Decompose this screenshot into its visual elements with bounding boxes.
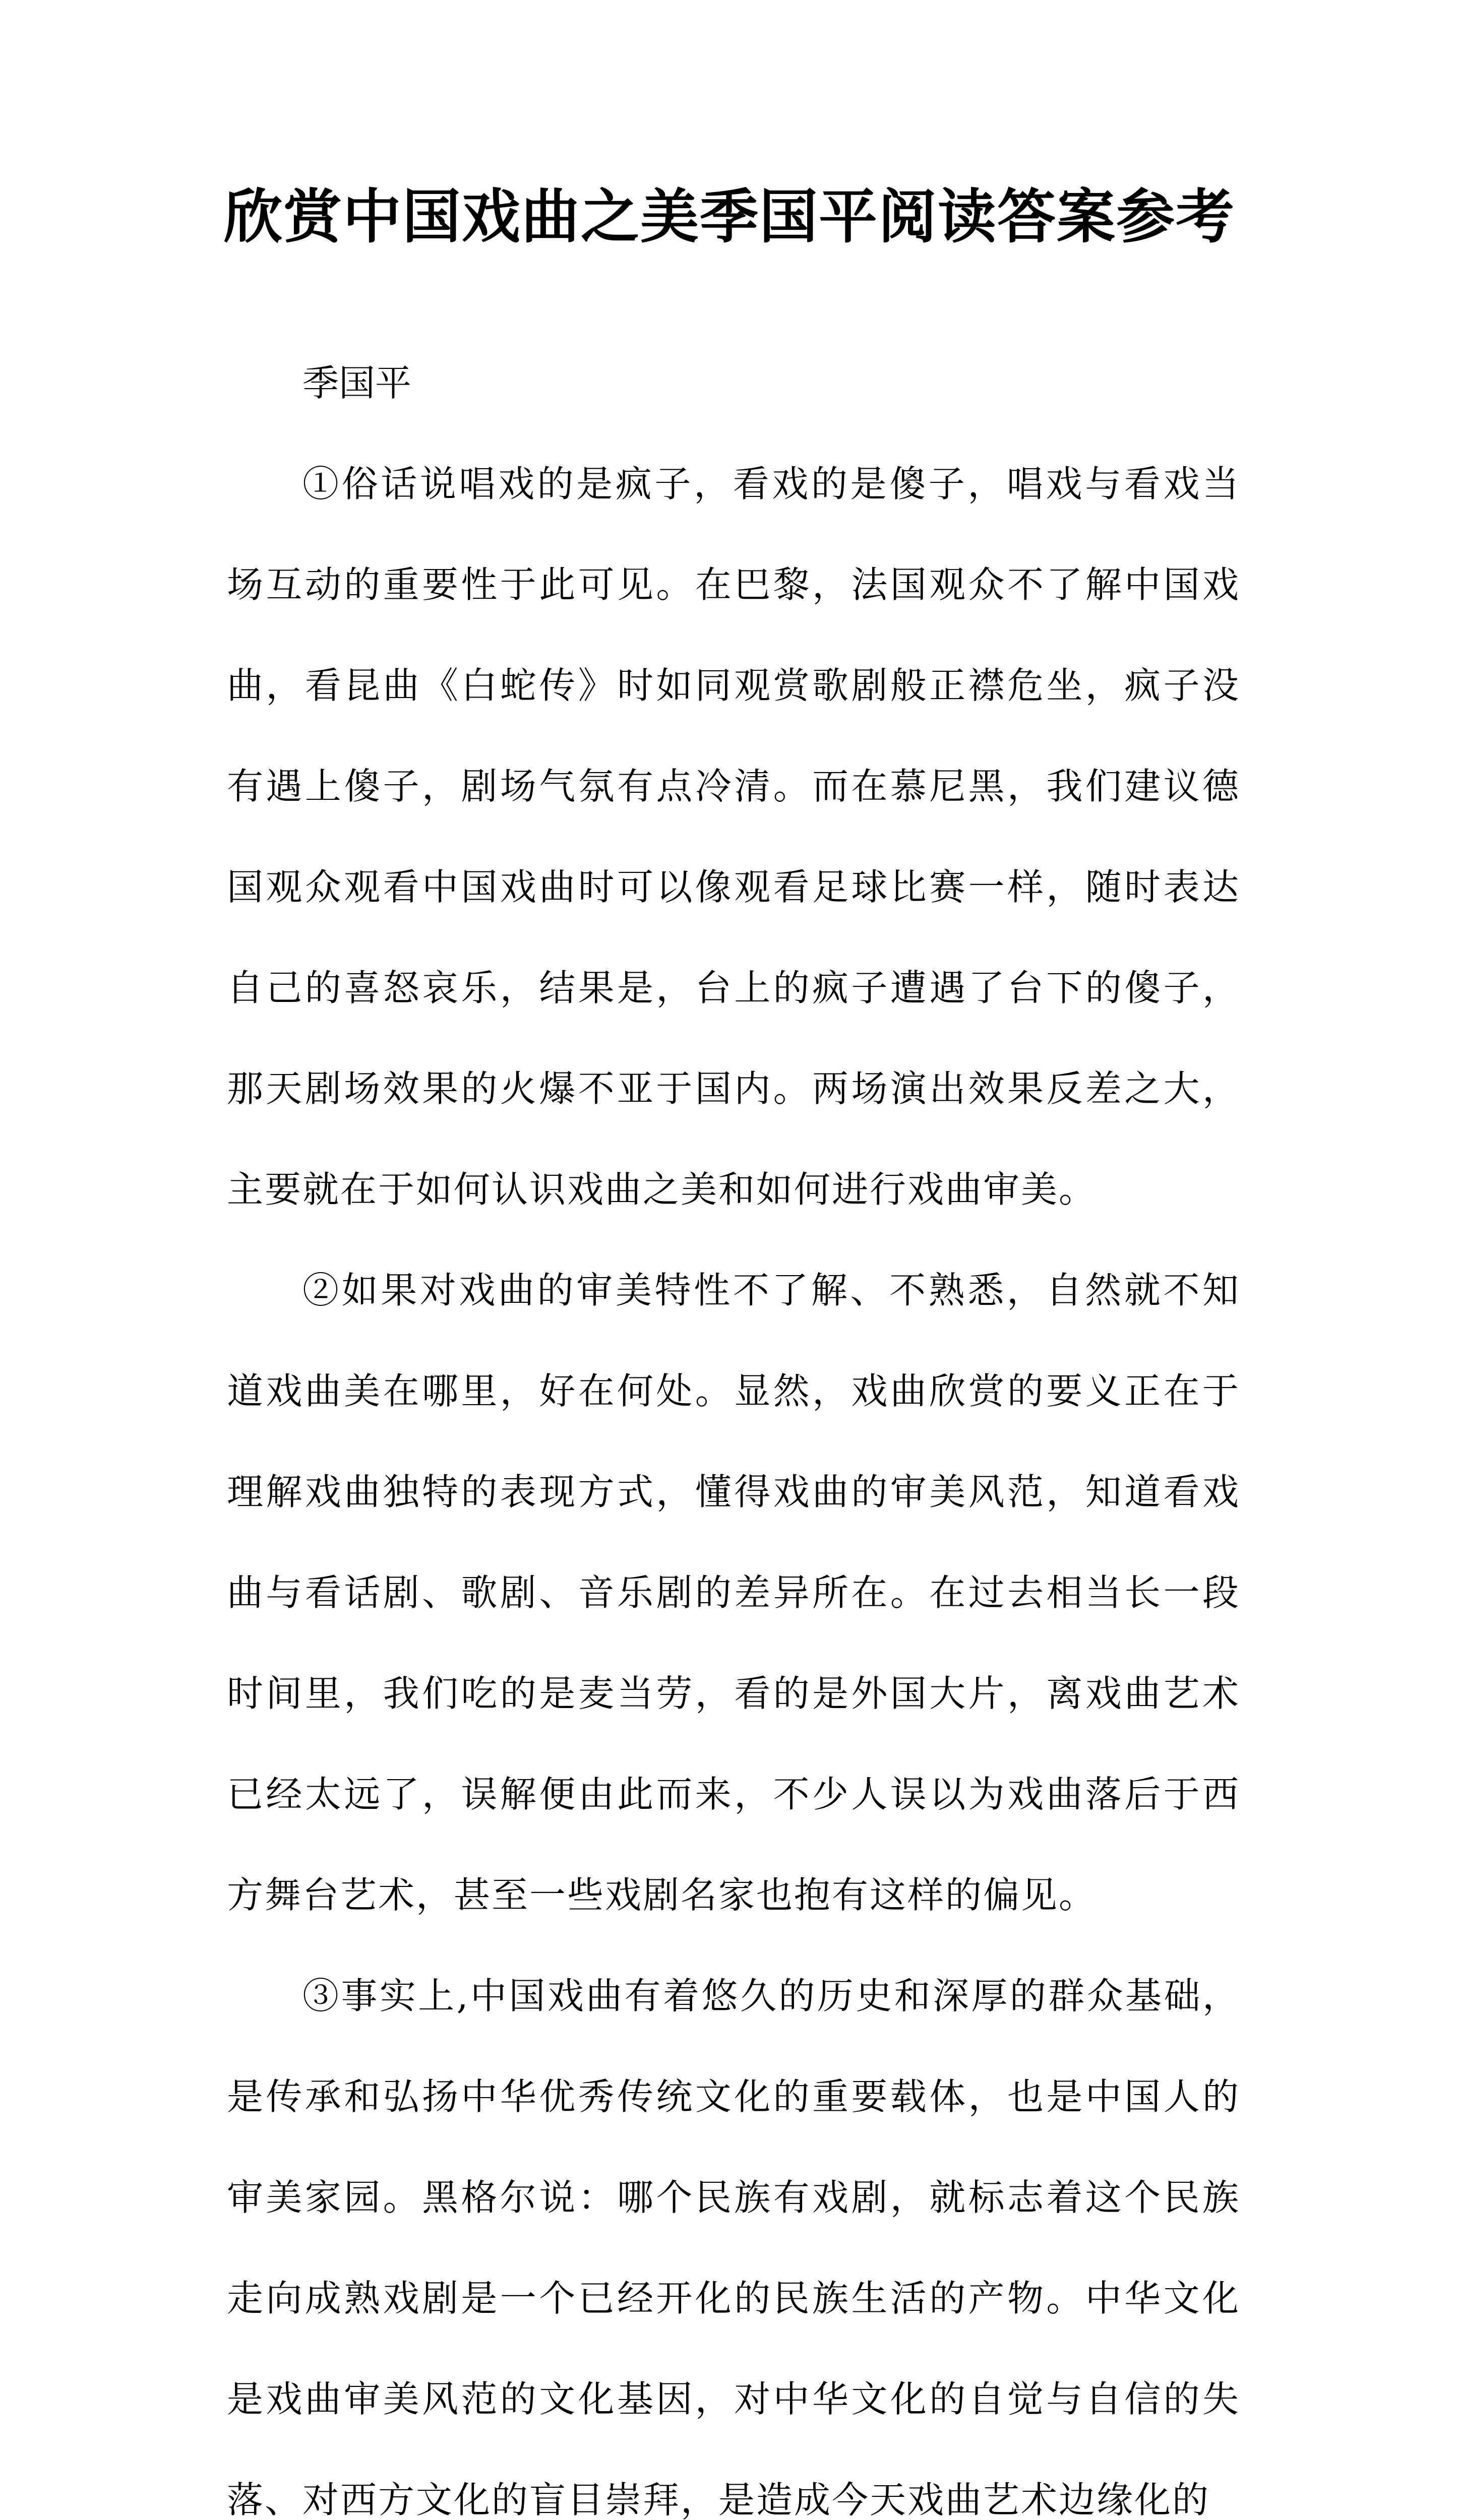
document-title: 欣赏中国戏曲之美季国平阅读答案参考 <box>224 182 1235 251</box>
paragraph-2: ②如果对戏曲的审美特性不了解、不熟悉，自然就不知道戏曲美在哪里，好在何处。显然，戏曲欣赏的要义正在于理解戏曲独特的表现方式，懂得戏曲的审美风范，知道看戏曲与看话剧、歌剧、音乐剧的差异所在。在过去相当长一段时间里，我们吃的是麦当劳，看的是外国大片，离戏曲艺术已经太远了，误解便由此而来，不少人误以为戏曲落后于西方舞台艺术，甚至一些戏剧名家也抱有这样的偏见。 <box>227 1269 1240 1916</box>
author-name: 季国平 <box>302 362 412 404</box>
paragraph-3: ③事实上,中国戏曲有着悠久的历史和深厚的群众基础，是传承和弘扬中华优秀传统文化的重要载体，也是中国人的审美家园。黑格尔说：哪个民族有戏剧，就标志着这个民族走向成熟戏剧是一个已经开化的民族生活的产物。中华文化是戏曲审美风范的文化基因，对中华文化的自觉与自信的失落、对西方文化的盲目崇拜，是造成今天戏曲艺术边缘化的 <box>227 1975 1240 2520</box>
document-body <box>227 333 1240 2520</box>
paragraph-1: ①俗话说唱戏的是疯子，看戏的是傻子，唱戏与看戏当场互动的重要性于此可见。在巴黎，法国观众不了解中国戏曲，看昆曲《白蛇传》时如同观赏歌剧般正襟危坐，疯子没有遇上傻子，剧场气氛有点冷清。而在慕尼黑，我们建议德国观众观看中国戏曲时可以像观看足球比赛一样，随时表达自己的喜怒哀乐，结果是，台上的疯子遭遇了台下的傻子，那天剧场效果的火爆不亚于国内。两场演出效果反差之大，主要就在于如何认识戏曲之美和如何进行戏曲审美。 <box>227 463 1240 1211</box>
